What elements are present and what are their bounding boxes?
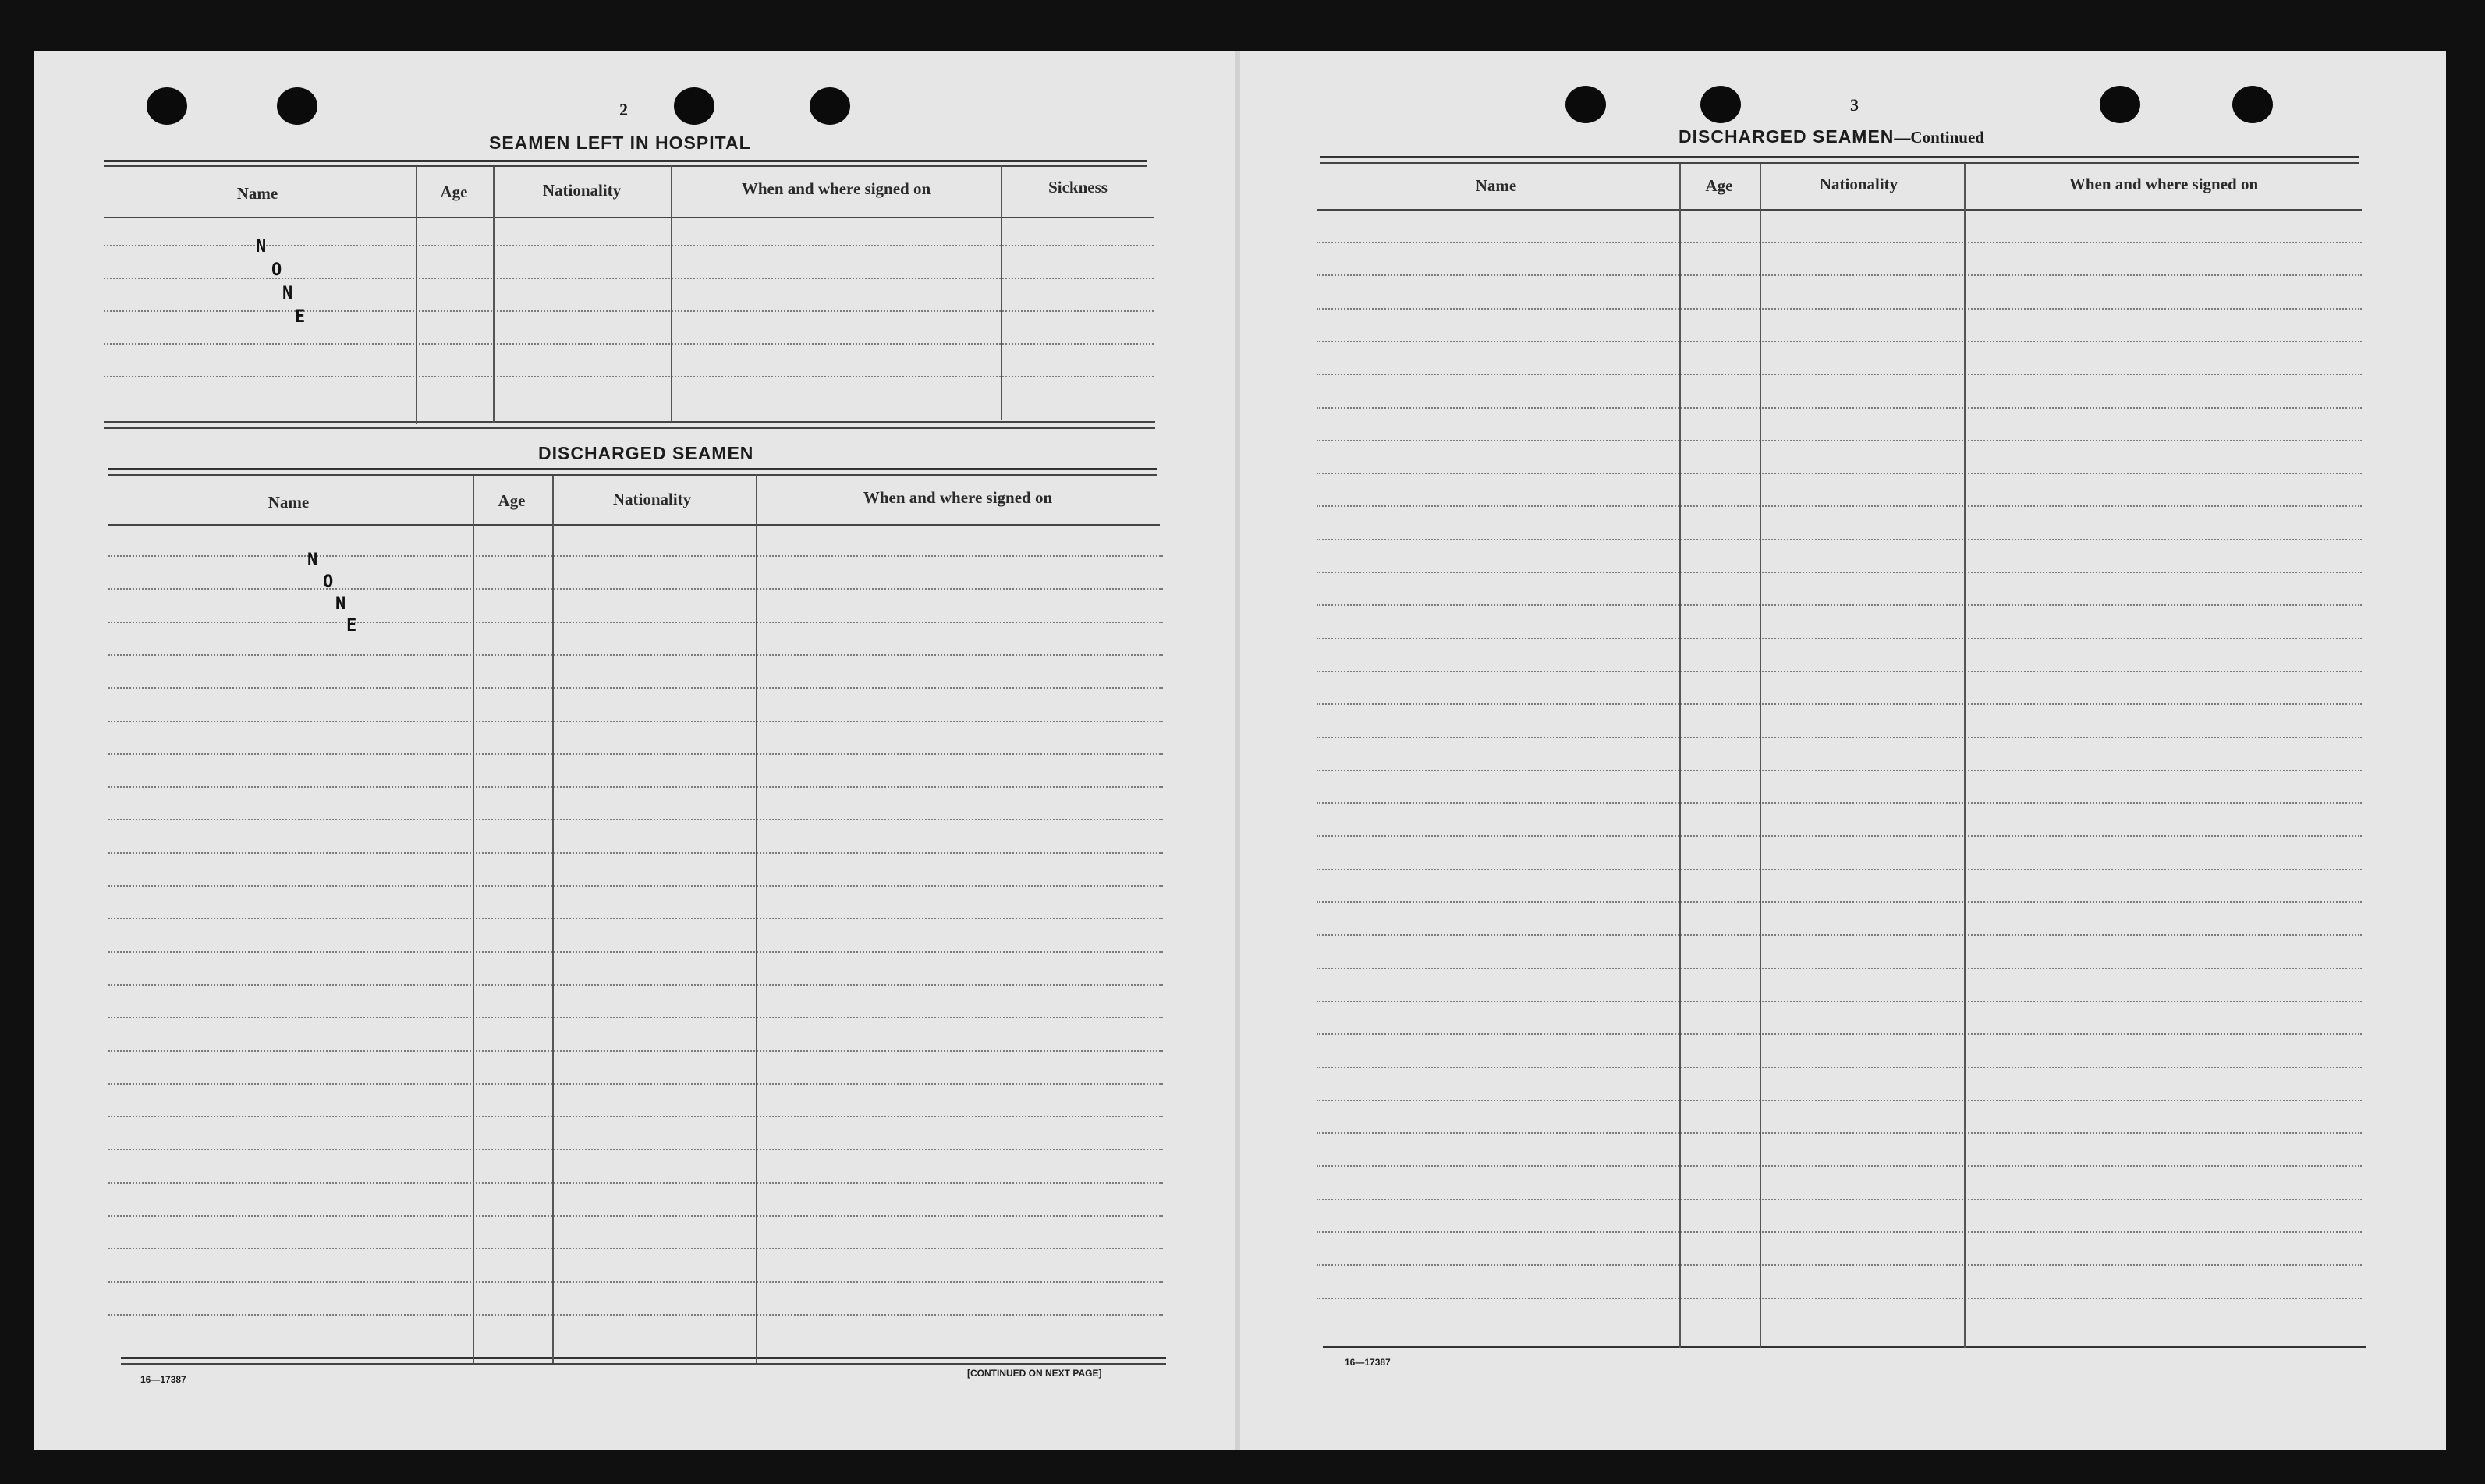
- right-col-name: Name: [1475, 176, 1517, 195]
- table-row-line: [108, 1083, 1163, 1085]
- table-row-line: [104, 278, 1154, 279]
- table-row-line: [1317, 869, 2362, 870]
- hospital-col-divider: [416, 167, 417, 424]
- hospital-col-divider: [1001, 165, 1002, 420]
- form-number: 16—17387: [1345, 1357, 1391, 1368]
- table-row-line: [1317, 1199, 2362, 1200]
- table-row-line: [108, 1182, 1163, 1184]
- table-row-line: [108, 852, 1163, 854]
- table-row-line: [108, 1248, 1163, 1249]
- table-row-line: [1317, 242, 2362, 243]
- table-row-line: [1317, 1264, 2362, 1266]
- right-col-divider: [1964, 164, 1966, 1348]
- right-col-divider: [1760, 164, 1761, 1348]
- none-letter: N: [256, 237, 267, 257]
- table-row-line: [108, 885, 1163, 887]
- table-row-line: [1317, 703, 2362, 705]
- hospital-col-name: Name: [236, 184, 278, 203]
- table-row-line: [108, 1215, 1163, 1217]
- table-row-line: [1317, 638, 2362, 639]
- table-row-line: [1317, 407, 2362, 409]
- punch-hole: [810, 87, 850, 125]
- discharged-col-age: Age: [498, 491, 526, 510]
- table-row-line: [1317, 1067, 2362, 1068]
- table-row-line: [1317, 1001, 2362, 1002]
- table-row-line: [108, 1314, 1163, 1316]
- punch-hole: [1700, 86, 1741, 123]
- none-letter: N: [307, 551, 318, 570]
- table-row-line: [1317, 934, 2362, 936]
- punch-hole: [277, 87, 317, 125]
- table-row-line: [108, 1050, 1163, 1052]
- table-row-line: [1317, 505, 2362, 507]
- table-row-line: [108, 984, 1163, 986]
- table-row-line: [108, 588, 1163, 590]
- hospital-col-divider: [671, 165, 672, 421]
- table-row-line: [1317, 802, 2362, 804]
- form-number: 16—17387: [140, 1374, 186, 1385]
- table-row-line: [1317, 770, 2362, 771]
- discharged-bottom-rule: [121, 1363, 1166, 1365]
- table-row-line: [1317, 1033, 2362, 1035]
- none-letter: N: [335, 594, 346, 614]
- punch-hole: [2100, 86, 2140, 123]
- right-top-rule: [1320, 162, 2359, 164]
- table-row-line: [108, 918, 1163, 919]
- table-row-line: [1317, 374, 2362, 375]
- none-letter: N: [282, 284, 293, 303]
- discharged-col-divider: [473, 476, 474, 1363]
- none-letter: E: [295, 307, 306, 327]
- hospital-section-title: SEAMEN LEFT IN HOSPITAL: [489, 133, 751, 153]
- discharged-col-signed-on: When and where signed on: [863, 488, 1053, 507]
- hospital-top-rule: [104, 160, 1147, 162]
- hospital-header-rule: [104, 217, 1154, 218]
- table-row-line: [1317, 473, 2362, 474]
- page-fold: [1235, 51, 1240, 1450]
- discharged-section-title: DISCHARGED SEAMEN: [538, 443, 754, 463]
- table-row-line: [1317, 1231, 2362, 1233]
- table-row-line: [1317, 539, 2362, 540]
- discharged-col-divider: [552, 476, 554, 1363]
- table-row-line: [1317, 1100, 2362, 1101]
- table-row-line: [108, 951, 1163, 953]
- page-number: 2: [619, 100, 628, 119]
- punch-hole: [2232, 86, 2273, 123]
- discharged-continued-title-main: DISCHARGED SEAMEN: [1679, 126, 1895, 147]
- discharged-top-rule: [108, 468, 1157, 470]
- punch-hole: [674, 87, 714, 125]
- right-col-age: Age: [1705, 176, 1733, 195]
- table-row-line: [104, 310, 1154, 312]
- hospital-bottom-rule: [104, 427, 1155, 429]
- right-col-divider: [1679, 164, 1681, 1348]
- table-row-line: [108, 1149, 1163, 1150]
- table-row-line: [1317, 968, 2362, 969]
- table-row-line: [108, 622, 1163, 623]
- table-row-line: [104, 376, 1154, 377]
- table-row-line: [108, 1281, 1163, 1283]
- discharged-col-divider: [756, 474, 757, 1363]
- table-row-line: [1317, 737, 2362, 738]
- table-row-line: [1317, 604, 2362, 606]
- none-letter: O: [271, 260, 282, 280]
- punch-hole: [147, 87, 187, 125]
- right-col-nationality: Nationality: [1819, 175, 1898, 193]
- table-row-line: [108, 1017, 1163, 1018]
- right-header-rule: [1317, 209, 2362, 211]
- hospital-col-nationality: Nationality: [542, 181, 622, 200]
- document-sheet: [34, 51, 2446, 1450]
- hospital-bottom-rule: [104, 421, 1155, 423]
- table-row-line: [1317, 341, 2362, 342]
- hospital-col-divider: [493, 167, 495, 423]
- table-row-line: [1317, 901, 2362, 903]
- right-bottom-rule: [1323, 1346, 2366, 1348]
- table-row-line: [1317, 440, 2362, 441]
- none-letter: O: [323, 572, 334, 592]
- table-row-line: [1317, 835, 2362, 837]
- continued-note: [CONTINUED ON NEXT PAGE]: [967, 1368, 1102, 1379]
- table-row-line: [1317, 671, 2362, 672]
- table-row-line: [108, 1116, 1163, 1117]
- none-letter: E: [346, 616, 357, 636]
- table-row-line: [1317, 572, 2362, 573]
- hospital-top-rule: [104, 165, 1147, 167]
- discharged-col-nationality: Nationality: [612, 490, 692, 508]
- table-row-line: [108, 555, 1163, 557]
- hospital-col-signed-on: When and where signed on: [741, 179, 931, 198]
- discharged-col-name: Name: [268, 493, 310, 512]
- discharged-continued-title: [1679, 126, 1984, 147]
- table-row-line: [1317, 274, 2362, 276]
- discharged-top-rule: [108, 474, 1157, 476]
- discharged-bottom-rule: [121, 1357, 1166, 1359]
- page-number: 3: [1850, 95, 1859, 115]
- table-row-line: [108, 721, 1163, 722]
- hospital-col-age: Age: [440, 182, 468, 201]
- table-row-line: [108, 819, 1163, 820]
- table-row-line: [1317, 1132, 2362, 1134]
- table-row-line: [108, 786, 1163, 788]
- table-row-line: [1317, 1165, 2362, 1167]
- table-row-line: [104, 343, 1154, 345]
- table-row-line: [108, 753, 1163, 755]
- hospital-col-sickness: Sickness: [1048, 178, 1108, 197]
- discharged-header-rule: [108, 524, 1160, 526]
- table-row-line: [108, 654, 1163, 656]
- continued-label: —Continued: [1894, 128, 1984, 147]
- table-row-line: [108, 687, 1163, 689]
- right-col-signed-on: When and where signed on: [2068, 175, 2259, 193]
- table-row-line: [1317, 1298, 2362, 1299]
- table-row-line: [1317, 308, 2362, 310]
- right-top-rule: [1320, 156, 2359, 158]
- punch-hole: [1565, 86, 1606, 123]
